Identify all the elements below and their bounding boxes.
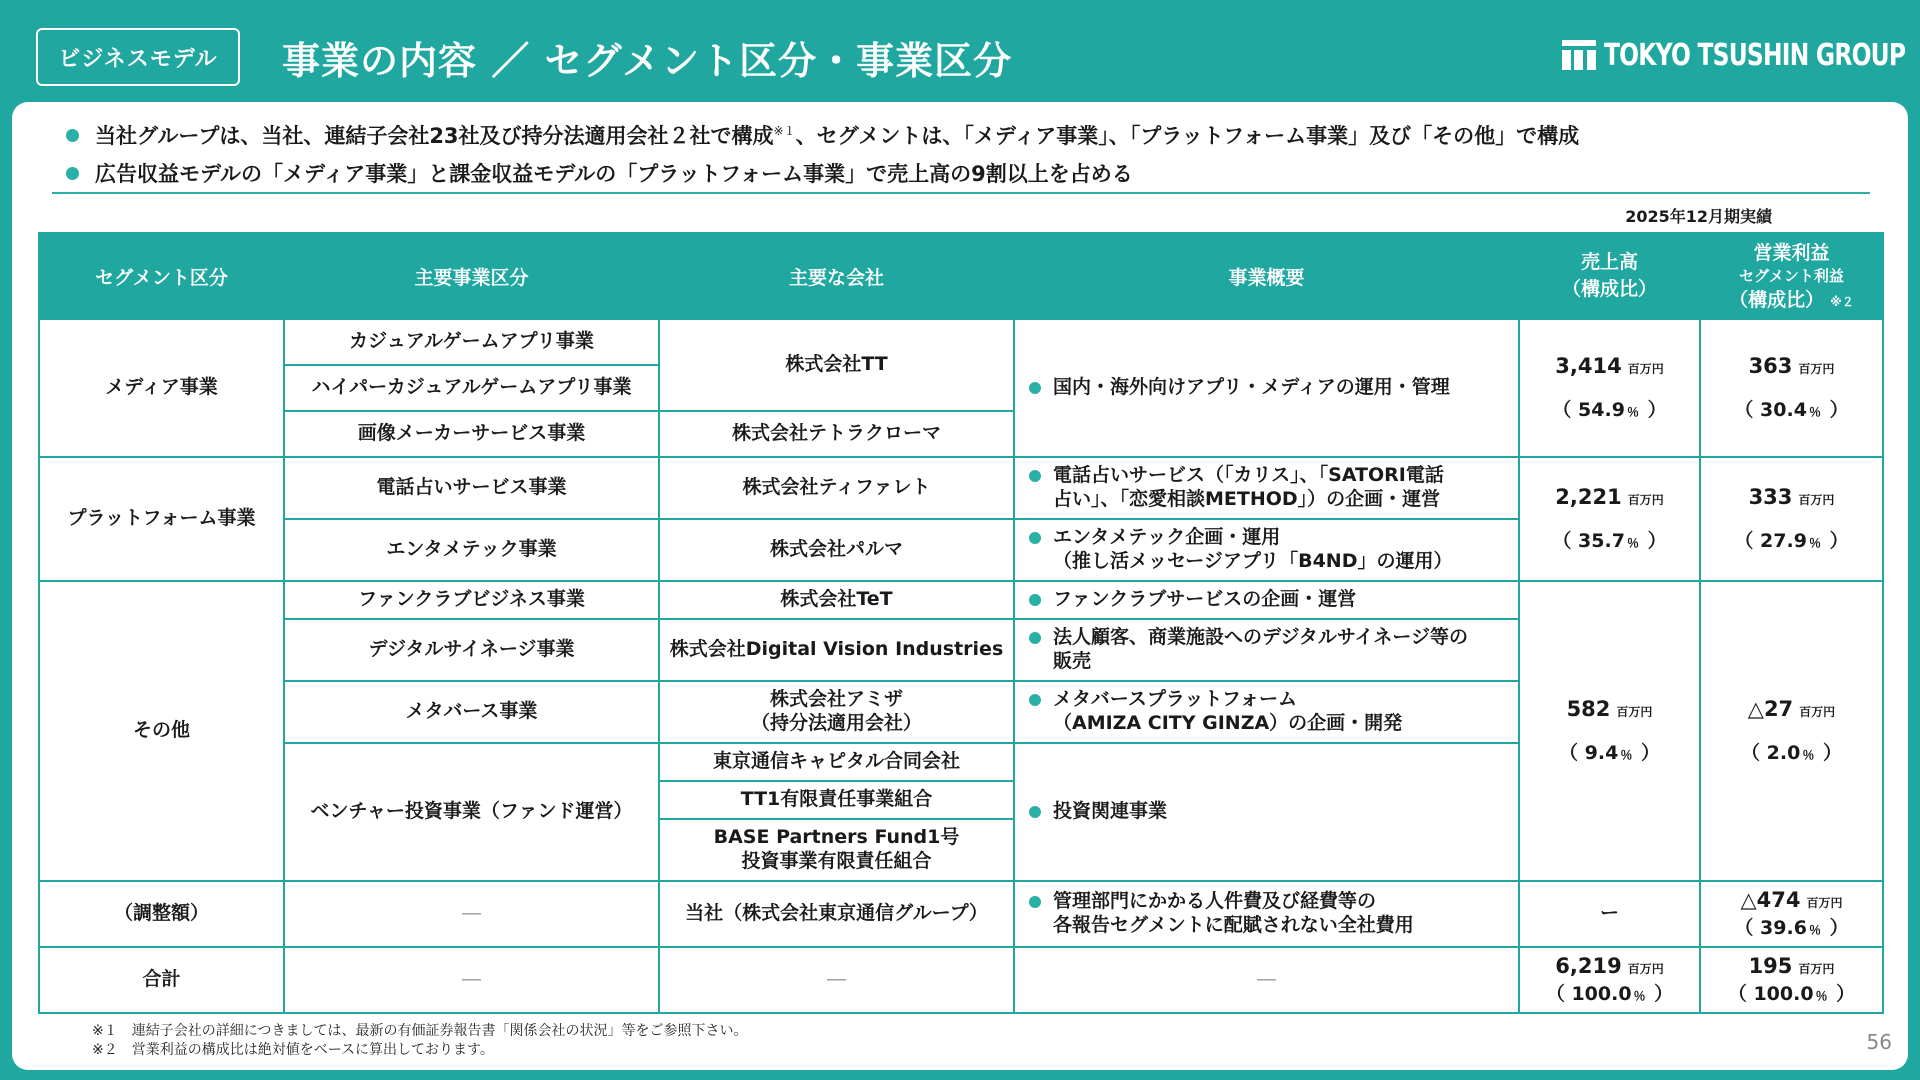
overview-cell: 法人顧客、商業施設へのデジタルサイネージ等の 販売	[1014, 619, 1519, 681]
bullet-dot-icon	[1029, 806, 1041, 818]
business-cell: エンタメテック事業	[284, 519, 659, 581]
business-cell: メタバース事業	[284, 681, 659, 743]
bullet-dot-icon	[1029, 382, 1041, 394]
op-cell: 195 百万円 （ 100.0 ％ ）	[1700, 947, 1883, 1013]
company-cell: 株式会社パルマ	[659, 519, 1014, 581]
segment-cell: 合計	[39, 947, 284, 1013]
business-cell: ベンチャー投資事業（ファンド運営）	[284, 743, 659, 881]
business-cell: デジタルサイネージ事業	[284, 619, 659, 681]
overview-cell: 投資関連事業	[1014, 743, 1519, 881]
footnote: ※２ 営業利益の構成比は絶対値をベースに算出しております。	[92, 1042, 494, 1058]
overview-cell: メタバースプラットフォーム （AMIZA CITY GINZA）の企画・開発	[1014, 681, 1519, 743]
page-title: 事業の内容 ／ セグメント区分・事業区分	[282, 38, 1013, 83]
logo-mark-icon	[1562, 40, 1596, 70]
company-cell: 株式会社Digital Vision Industries	[659, 619, 1014, 681]
business-cell: 画像メーカーサービス事業	[284, 411, 659, 457]
segment-cell: プラットフォーム事業	[39, 457, 284, 581]
company-cell: BASE Partners Fund1号 投資事業有限責任組合	[659, 819, 1014, 881]
sales-cell: 582 百万円 （ 9.4 ％ ）	[1519, 581, 1700, 881]
table-row	[39, 881, 1883, 947]
company-cell: 株式会社TT	[659, 319, 1014, 411]
company-cell: TT1有限責任事業組合	[659, 781, 1014, 819]
sales-cell: 6,219 百万円 （ 100.0 ％ ）	[1519, 947, 1700, 1013]
summary-bullets	[52, 116, 1862, 192]
overview-cell: 国内・海外向けアプリ・メディアの運用・管理	[1014, 319, 1519, 457]
summary-bullet	[52, 116, 1862, 154]
bullet-dot-icon	[1029, 532, 1041, 544]
table-row	[39, 457, 1883, 519]
business-cell: カジュアルゲームアプリ事業	[284, 319, 659, 365]
company-cell: ―	[659, 947, 1014, 1013]
period-label: 2025年12月期実績	[1625, 207, 1772, 226]
segment-cell: メディア事業	[39, 319, 284, 457]
sales-cell: ー	[1519, 881, 1700, 947]
overview-cell: 電話占いサービス（「カリス」、「SATORI電話 占い」、「恋愛相談METHOD」）の企画・運営	[1014, 457, 1519, 519]
page-number: 56	[1866, 1030, 1892, 1054]
divider	[52, 192, 1870, 194]
bullet-dot-icon	[1029, 694, 1041, 706]
business-cell: ファンクラブビジネス事業	[284, 581, 659, 619]
header-operating-profit: 営業利益 セグメント利益 （構成比） ※２	[1700, 233, 1883, 319]
segment-cell: （調整額）	[39, 881, 284, 947]
sales-cell: 3,414 百万円 （ 54.9 ％ ）	[1519, 319, 1700, 457]
bullet-dot-icon	[1029, 632, 1041, 644]
overview-cell: ファンクラブサービスの企画・運営	[1014, 581, 1519, 619]
bullet-dot-icon	[1029, 470, 1041, 482]
overview-cell: ―	[1014, 947, 1519, 1013]
table-row	[39, 581, 1883, 619]
business-cell: ハイパーカジュアルゲームアプリ事業	[284, 365, 659, 411]
company-cell: 東京通信キャピタル合同会社	[659, 743, 1014, 781]
header-business: 主要事業区分	[284, 233, 659, 319]
summary-bullet	[52, 154, 1862, 192]
table-row-total	[39, 947, 1883, 1013]
business-cell: ―	[284, 947, 659, 1013]
table-row	[39, 319, 1883, 365]
overview-cell: 管理部門にかかる人件費及び経費等の 各報告セグメントに配賦されない全社費用	[1014, 881, 1519, 947]
company-cell: 株式会社TeT	[659, 581, 1014, 619]
segment-table	[38, 232, 1884, 1014]
footnote: ※１ 連結子会社の詳細につきましては、最新の有価証券報告書「関係会社の状況」等をご参照下さい。	[92, 1023, 748, 1039]
overview-cell: エンタメテック企画・運用 （推し活メッセージアプリ「B4ND」の運用）	[1014, 519, 1519, 581]
logo-text: TOKYO TSUSHIN GROUP	[1604, 37, 1906, 73]
header-company: 主要な会社	[659, 233, 1014, 319]
bullet-dot-icon	[66, 129, 79, 142]
section-badge: ビジネスモデル	[36, 28, 240, 86]
header-sales: 売上高 （構成比）	[1519, 233, 1700, 319]
sales-cell: 2,221 百万円 （ 35.7 ％ ）	[1519, 457, 1700, 581]
segment-cell: その他	[39, 581, 284, 881]
company-cell: 株式会社アミザ （持分法適用会社）	[659, 681, 1014, 743]
op-cell: 333 百万円 （ 27.9 ％ ）	[1700, 457, 1883, 581]
bullet-dot-icon	[1029, 594, 1041, 606]
bullet-text: 広告収益モデルの「メディア事業」と課金収益モデルの「プラットフォーム事業」で売上高の9割以上を占める	[95, 162, 1133, 186]
header-overview: 事業概要	[1014, 233, 1519, 319]
footnotes	[92, 1022, 747, 1060]
company-cell: 株式会社ティファレト	[659, 457, 1014, 519]
company-cell: 株式会社テトラクローマ	[659, 411, 1014, 457]
op-cell: 363 百万円 （ 30.4 ％ ）	[1700, 319, 1883, 457]
table-header-row	[39, 233, 1883, 319]
company-logo	[1562, 36, 1906, 74]
bullet-dot-icon	[1029, 896, 1041, 908]
bullet-text: 当社グループは、当社、連結子会社23社及び持分法適用会社２社で構成$^{※1}$、セグメントは、「メディア事業」、「プラットフォーム事業」及び「その他」で構成	[95, 124, 1580, 148]
business-cell: 電話占いサービス事業	[284, 457, 659, 519]
company-cell: 当社（株式会社東京通信グループ）	[659, 881, 1014, 947]
business-cell: ―	[284, 881, 659, 947]
content-panel	[12, 102, 1908, 1070]
bullet-dot-icon	[66, 167, 79, 180]
op-cell: △474 百万円 （ 39.6 ％ ）	[1700, 881, 1883, 947]
op-cell: △27 百万円 （ 2.0 ％ ）	[1700, 581, 1883, 881]
header-segment: セグメント区分	[39, 233, 284, 319]
